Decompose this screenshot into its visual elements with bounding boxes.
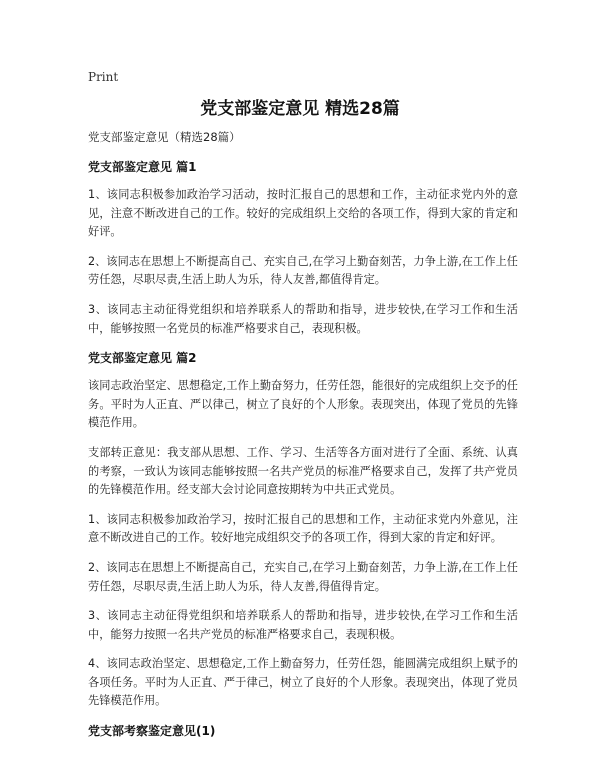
page-title: 党支部鉴定意见 精选28篇 — [200, 99, 400, 119]
paragraph: 1、该同志积极参加政治学习活动，按时汇报自己的思想和工作，主动征求党内外的意见，注意不断改进自己的工作。较好的完成组织上交给的各项工作，得到大家的肯定和好评。 — [88, 188, 518, 239]
print-link[interactable]: Print — [88, 70, 119, 84]
section-heading-1: 党支部鉴定意见 篇1 — [88, 160, 197, 174]
document-body — [88, 128, 518, 750]
section-heading-3: 党支部考察鉴定意见(1) — [88, 724, 216, 739]
paragraph: 1、该同志积极参加政治学习，按时汇报自己的思想和工作，主动征求党内外意见，注意不断改进自己的工作。较好地完成组织交予的各项工作，得到大家的肯定和好评。 — [88, 512, 518, 545]
paragraph: 3、该同志主动征得党组织和培养联系人的帮助和指导，进步较快,在学习工作和生活中，能努力按照一名共产党员的标准严格要求自己，表现积极。 — [88, 609, 518, 641]
paragraph: 2、该同志在思想上不断提高自己、充实自己,在学习上勤奋刻苦，力争上游,在工作上任劳任怨，尽职尽责,生活上助人为乐，待人友善,都值得肯定。 — [88, 254, 518, 287]
paragraph: 支部转正意见：我支部从思想、工作、学习、生活等各方面对进行了全面、系统、认真的考察，一致认为该同志能够按照一名共产党员的标准严格要求自己，发挥了共产党员的先锋模范作用。经支部大会讨论同意按期转为中共正式党员。 — [88, 445, 518, 497]
paragraph: 4、该同志政治坚定、思想稳定,工作上勤奋努力，任劳任怨，能圆满完成组织上赋予的各项任务。平时为人正直、严于律己，树立了良好的个人形象。表现突出，体现了党员先锋模范作用。 — [88, 657, 518, 708]
section-heading-2: 党支部鉴定意见 篇2 — [88, 351, 197, 366]
paragraph: 2、该同志在思想上不断提高自己，充实自己,在学习上勤奋刻苦，力争上游,在工作上任劳任怨，尽职尽责,生活上助人为乐，待人友善,得值得肯定。 — [88, 560, 518, 593]
document-subtitle: 党支部鉴定意见（精选28篇） — [88, 130, 241, 144]
paragraph: 3、该同志主动征得党组织和培养联系人的帮助和指导，进步较快,在学习工作和生活中，能够按照一名党员的标准严格要求自己，表现积极。 — [88, 302, 518, 335]
paragraph: 该同志政治坚定、思想稳定,工作上勤奋努力，任劳任怨，能很好的完成组织上交予的任务。平时为人正直、严以律己，树立了良好的个人形象。表现突出，体现了党员的先锋模范作用。 — [88, 379, 518, 430]
